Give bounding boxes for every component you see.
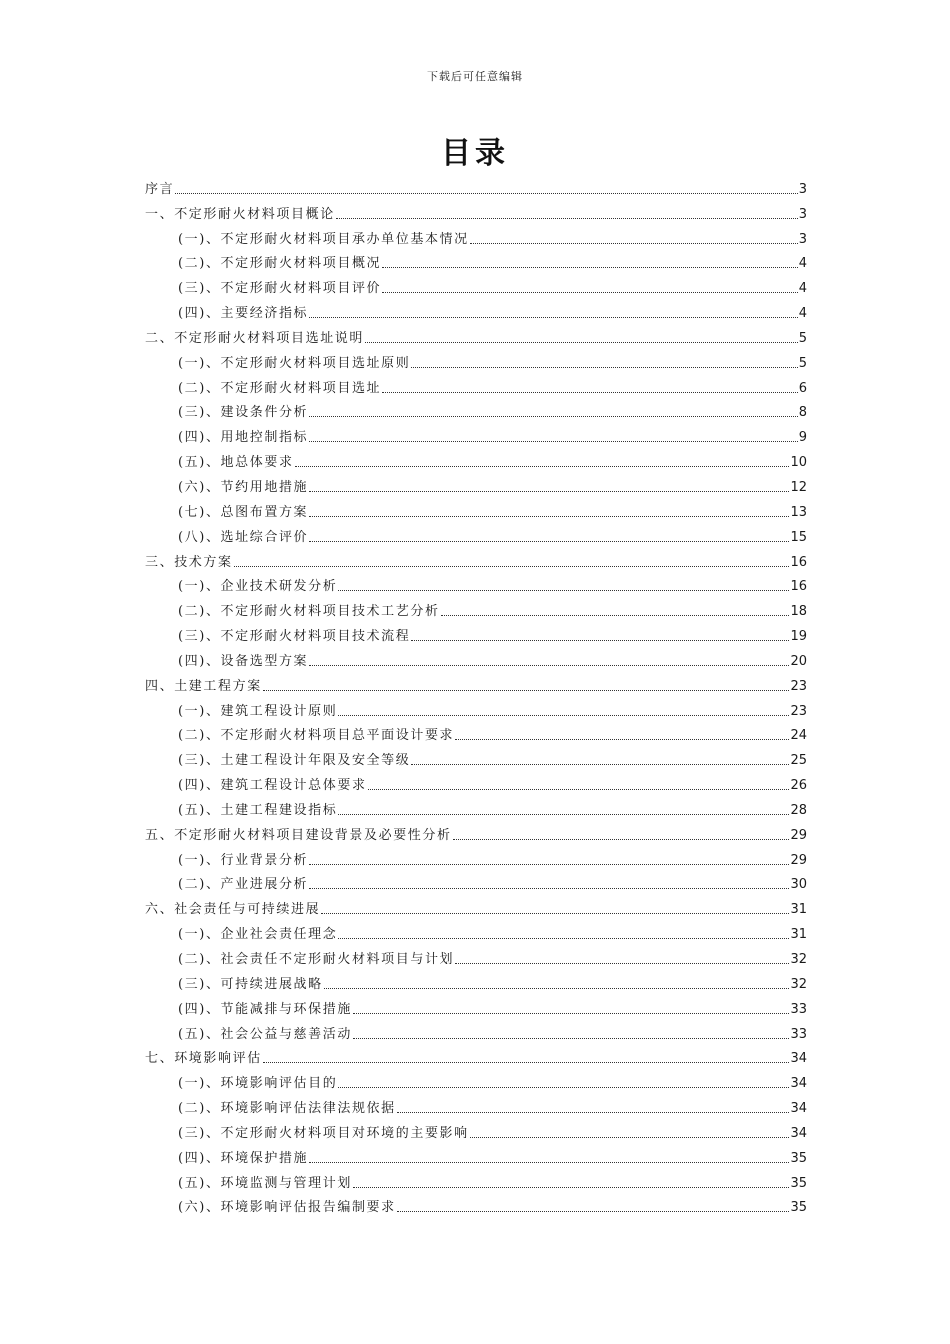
toc-page-number: 18 <box>790 604 807 620</box>
toc-entry-text: (八)、选址综合评价 <box>178 529 309 545</box>
toc-entry-text: (一)、建筑工程设计原则 <box>178 703 338 719</box>
toc-dot-leader <box>411 640 789 641</box>
toc-dot-leader <box>309 665 789 666</box>
toc-dot-leader <box>338 814 789 815</box>
toc-page-number: 35 <box>790 1150 807 1166</box>
toc-page-number: 3 <box>798 181 807 197</box>
toc-subentry[interactable] <box>145 572 807 597</box>
toc-page-number: 23 <box>790 678 807 694</box>
toc-entry-text: (三)、可持续进展战略 <box>178 976 323 992</box>
toc-entry-text: (二)、不定形耐火材料项目总平面设计要求 <box>178 728 455 744</box>
toc-subentry[interactable] <box>145 522 807 547</box>
toc-subentry[interactable] <box>145 273 807 298</box>
toc-entry-text: (五)、地总体要求 <box>178 455 294 471</box>
toc-dot-leader <box>397 1211 790 1212</box>
toc-subentry[interactable] <box>145 298 807 323</box>
page-header-note: 下载后可任意编辑 <box>427 70 523 83</box>
toc-dot-leader <box>455 963 789 964</box>
toc-entry-text: (四)、环境保护措施 <box>178 1150 309 1166</box>
toc-dot-leader <box>453 839 790 840</box>
toc-entry-text: (四)、设备选型方案 <box>178 653 309 669</box>
toc-subentry[interactable] <box>145 994 807 1019</box>
toc-entry-text: 五、不定形耐火材料项目建设背景及必要性分析 <box>145 827 452 843</box>
toc-dot-leader <box>234 566 790 567</box>
toc-page-number: 3 <box>798 206 807 222</box>
toc-entry[interactable] <box>145 1044 807 1069</box>
toc-subentry[interactable] <box>145 447 807 472</box>
toc-page-number: 32 <box>790 976 807 992</box>
toc-subentry[interactable] <box>145 845 807 870</box>
toc-entry-text: (三)、建设条件分析 <box>178 405 309 421</box>
toc-dot-leader <box>338 715 789 716</box>
toc-dot-leader <box>470 1137 790 1138</box>
toc-entry[interactable] <box>145 174 807 199</box>
toc-subentry[interactable] <box>145 373 807 398</box>
toc-page-number: 33 <box>790 1026 807 1042</box>
toc-entry-text: (三)、不定形耐火材料项目技术流程 <box>178 629 411 645</box>
toc-page-number: 31 <box>790 927 807 943</box>
toc-page-number: 34 <box>790 1101 807 1117</box>
toc-dot-leader <box>309 888 789 889</box>
toc-subentry[interactable] <box>145 224 807 249</box>
toc-entry-text: (六)、节约用地措施 <box>178 479 309 495</box>
toc-entry-text: (四)、建筑工程设计总体要求 <box>178 778 367 794</box>
toc-page-number: 35 <box>790 1175 807 1191</box>
toc-dot-leader <box>309 1162 789 1163</box>
toc-page-number: 26 <box>790 778 807 794</box>
toc-page-number: 5 <box>798 355 807 371</box>
toc-entry-text: (五)、环境监测与管理计划 <box>178 1175 352 1191</box>
toc-dot-leader <box>368 789 790 790</box>
toc-dot-leader <box>175 193 798 194</box>
toc-dot-leader <box>382 392 798 393</box>
toc-subentry[interactable] <box>145 745 807 770</box>
toc-entry-text: 序言 <box>145 181 175 197</box>
toc-page-number: 4 <box>798 281 807 297</box>
toc-subentry[interactable] <box>145 1143 807 1168</box>
toc-entry-text: (三)、土建工程设计年限及安全等级 <box>178 753 411 769</box>
toc-entry[interactable] <box>145 894 807 919</box>
toc-page-number: 30 <box>790 877 807 893</box>
toc-dot-leader <box>336 218 798 219</box>
toc-dot-leader <box>455 739 789 740</box>
toc-page-number: 15 <box>790 529 807 545</box>
toc-subentry[interactable] <box>145 1168 807 1193</box>
toc-page-number: 10 <box>790 455 807 471</box>
toc-dot-leader <box>353 1038 790 1039</box>
toc-page-number: 8 <box>798 405 807 421</box>
toc-page-number: 33 <box>790 1001 807 1017</box>
toc-subentry[interactable] <box>145 721 807 746</box>
toc-page-number: 28 <box>790 802 807 818</box>
toc-page-number: 34 <box>790 1051 807 1067</box>
toc-entry-text: (三)、不定形耐火材料项目评价 <box>178 281 382 297</box>
toc-dot-leader <box>338 1087 789 1088</box>
toc-dot-leader <box>353 1013 790 1014</box>
toc-entry-text: (一)、企业社会责任理念 <box>178 927 338 943</box>
toc-entry-text: (七)、总图布置方案 <box>178 504 309 520</box>
toc-entry-text: (二)、产业进展分析 <box>178 877 309 893</box>
toc-page-number: 29 <box>790 852 807 868</box>
toc-subentry[interactable] <box>145 398 807 423</box>
toc-subentry[interactable] <box>145 1093 807 1118</box>
toc-page-number: 5 <box>798 330 807 346</box>
toc-dot-leader <box>295 466 790 467</box>
toc-subentry[interactable] <box>145 1068 807 1093</box>
toc-subentry[interactable] <box>145 646 807 671</box>
toc-entry-text: (一)、企业技术研发分析 <box>178 579 338 595</box>
toc-subentry[interactable] <box>145 1019 807 1044</box>
toc-dot-leader <box>309 491 789 492</box>
toc-page-number: 6 <box>798 380 807 396</box>
toc-subentry[interactable] <box>145 795 807 820</box>
toc-page-number: 16 <box>790 579 807 595</box>
toc-page-number: 9 <box>798 430 807 446</box>
toc-subentry[interactable] <box>145 919 807 944</box>
toc-page-number: 34 <box>790 1076 807 1092</box>
table-of-contents <box>145 174 807 1217</box>
toc-subentry[interactable] <box>145 696 807 721</box>
toc-dot-leader <box>309 541 789 542</box>
toc-entry-text: (六)、环境影响评估报告编制要求 <box>178 1200 396 1216</box>
toc-page-number: 3 <box>798 231 807 247</box>
toc-entry-text: (五)、社会公益与慈善活动 <box>178 1026 352 1042</box>
toc-entry-text: (二)、不定形耐火材料项目选址 <box>178 380 382 396</box>
toc-dot-leader <box>365 342 798 343</box>
toc-dot-leader <box>470 243 798 244</box>
toc-dot-leader <box>263 1062 790 1063</box>
toc-entry-text: (四)、节能减排与环保措施 <box>178 1001 352 1017</box>
toc-entry-text: (二)、不定形耐火材料项目技术工艺分析 <box>178 604 440 620</box>
toc-subentry[interactable] <box>145 596 807 621</box>
toc-dot-leader <box>338 590 789 591</box>
toc-subentry[interactable] <box>145 249 807 274</box>
toc-entry-text: (二)、环境影响评估法律法规依据 <box>178 1101 396 1117</box>
toc-dot-leader <box>382 267 798 268</box>
toc-subentry[interactable] <box>145 422 807 447</box>
toc-entry-text: (一)、行业背景分析 <box>178 852 309 868</box>
toc-page-number: 31 <box>790 902 807 918</box>
toc-dot-leader <box>309 441 798 442</box>
toc-entry[interactable] <box>145 323 807 348</box>
toc-dot-leader <box>309 416 798 417</box>
toc-dot-leader <box>411 764 789 765</box>
toc-entry[interactable] <box>145 199 807 224</box>
page-title: 目录 <box>441 136 509 171</box>
toc-dot-leader <box>338 938 789 939</box>
toc-entry-text: (三)、不定形耐火材料项目对环境的主要影响 <box>178 1125 469 1141</box>
toc-subentry[interactable] <box>145 1118 807 1143</box>
toc-dot-leader <box>321 913 789 914</box>
toc-subentry[interactable] <box>145 770 807 795</box>
toc-subentry[interactable] <box>145 1193 807 1218</box>
toc-subentry[interactable] <box>145 472 807 497</box>
toc-page-number: 29 <box>790 827 807 843</box>
toc-entry-text: (二)、社会责任不定形耐火材料项目与计划 <box>178 952 455 967</box>
toc-entry-text: (四)、用地控制指标 <box>178 430 309 446</box>
toc-page-number: 13 <box>790 504 807 520</box>
toc-entry-text: (五)、土建工程建设指标 <box>178 802 338 818</box>
toc-entry-text: (一)、不定形耐火材料项目选址原则 <box>178 355 411 371</box>
toc-dot-leader <box>382 292 798 293</box>
toc-entry[interactable] <box>145 820 807 845</box>
toc-page-number: 12 <box>790 479 807 495</box>
toc-entry-text: 六、社会责任与可持续进展 <box>145 902 321 918</box>
toc-page-number: 25 <box>790 753 807 769</box>
toc-entry-text: (四)、主要经济指标 <box>178 306 309 322</box>
toc-entry-text: 二、不定形耐火材料项目选址说明 <box>145 330 365 346</box>
toc-subentry[interactable] <box>145 621 807 646</box>
toc-dot-leader <box>441 615 790 616</box>
toc-entry-text: (二)、不定形耐火材料项目概况 <box>178 256 382 272</box>
toc-subentry[interactable] <box>145 969 807 994</box>
toc-entry-text: (一)、不定形耐火材料项目承办单位基本情况 <box>178 231 469 247</box>
toc-dot-leader <box>309 864 789 865</box>
toc-page-number: 20 <box>790 653 807 669</box>
toc-subentry[interactable] <box>145 944 807 969</box>
toc-page-number: 23 <box>790 703 807 719</box>
toc-dot-leader <box>397 1112 790 1113</box>
toc-entry-text: 四、土建工程方案 <box>145 678 262 694</box>
toc-page-number: 24 <box>790 728 807 744</box>
toc-entry-text: 一、不定形耐火材料项目概论 <box>145 206 335 222</box>
toc-entry[interactable] <box>145 671 807 696</box>
toc-dot-leader <box>263 690 790 691</box>
toc-entry[interactable] <box>145 547 807 572</box>
toc-page-number: 19 <box>790 629 807 645</box>
toc-page-number: 4 <box>798 256 807 272</box>
toc-page-number: 32 <box>790 952 807 967</box>
toc-dot-leader <box>324 988 790 989</box>
toc-dot-leader <box>353 1187 790 1188</box>
toc-page-number: 34 <box>790 1125 807 1141</box>
toc-subentry[interactable] <box>145 497 807 522</box>
toc-subentry[interactable] <box>145 870 807 895</box>
toc-page-number: 4 <box>798 306 807 322</box>
toc-page-number: 35 <box>790 1200 807 1216</box>
toc-entry-text: (一)、环境影响评估目的 <box>178 1076 338 1092</box>
toc-entry-text: 三、技术方案 <box>145 554 233 570</box>
toc-dot-leader <box>411 367 797 368</box>
toc-page-number: 16 <box>790 554 807 570</box>
toc-dot-leader <box>309 516 789 517</box>
toc-subentry[interactable] <box>145 348 807 373</box>
toc-entry-text: 七、环境影响评估 <box>145 1051 262 1067</box>
toc-dot-leader <box>309 317 798 318</box>
